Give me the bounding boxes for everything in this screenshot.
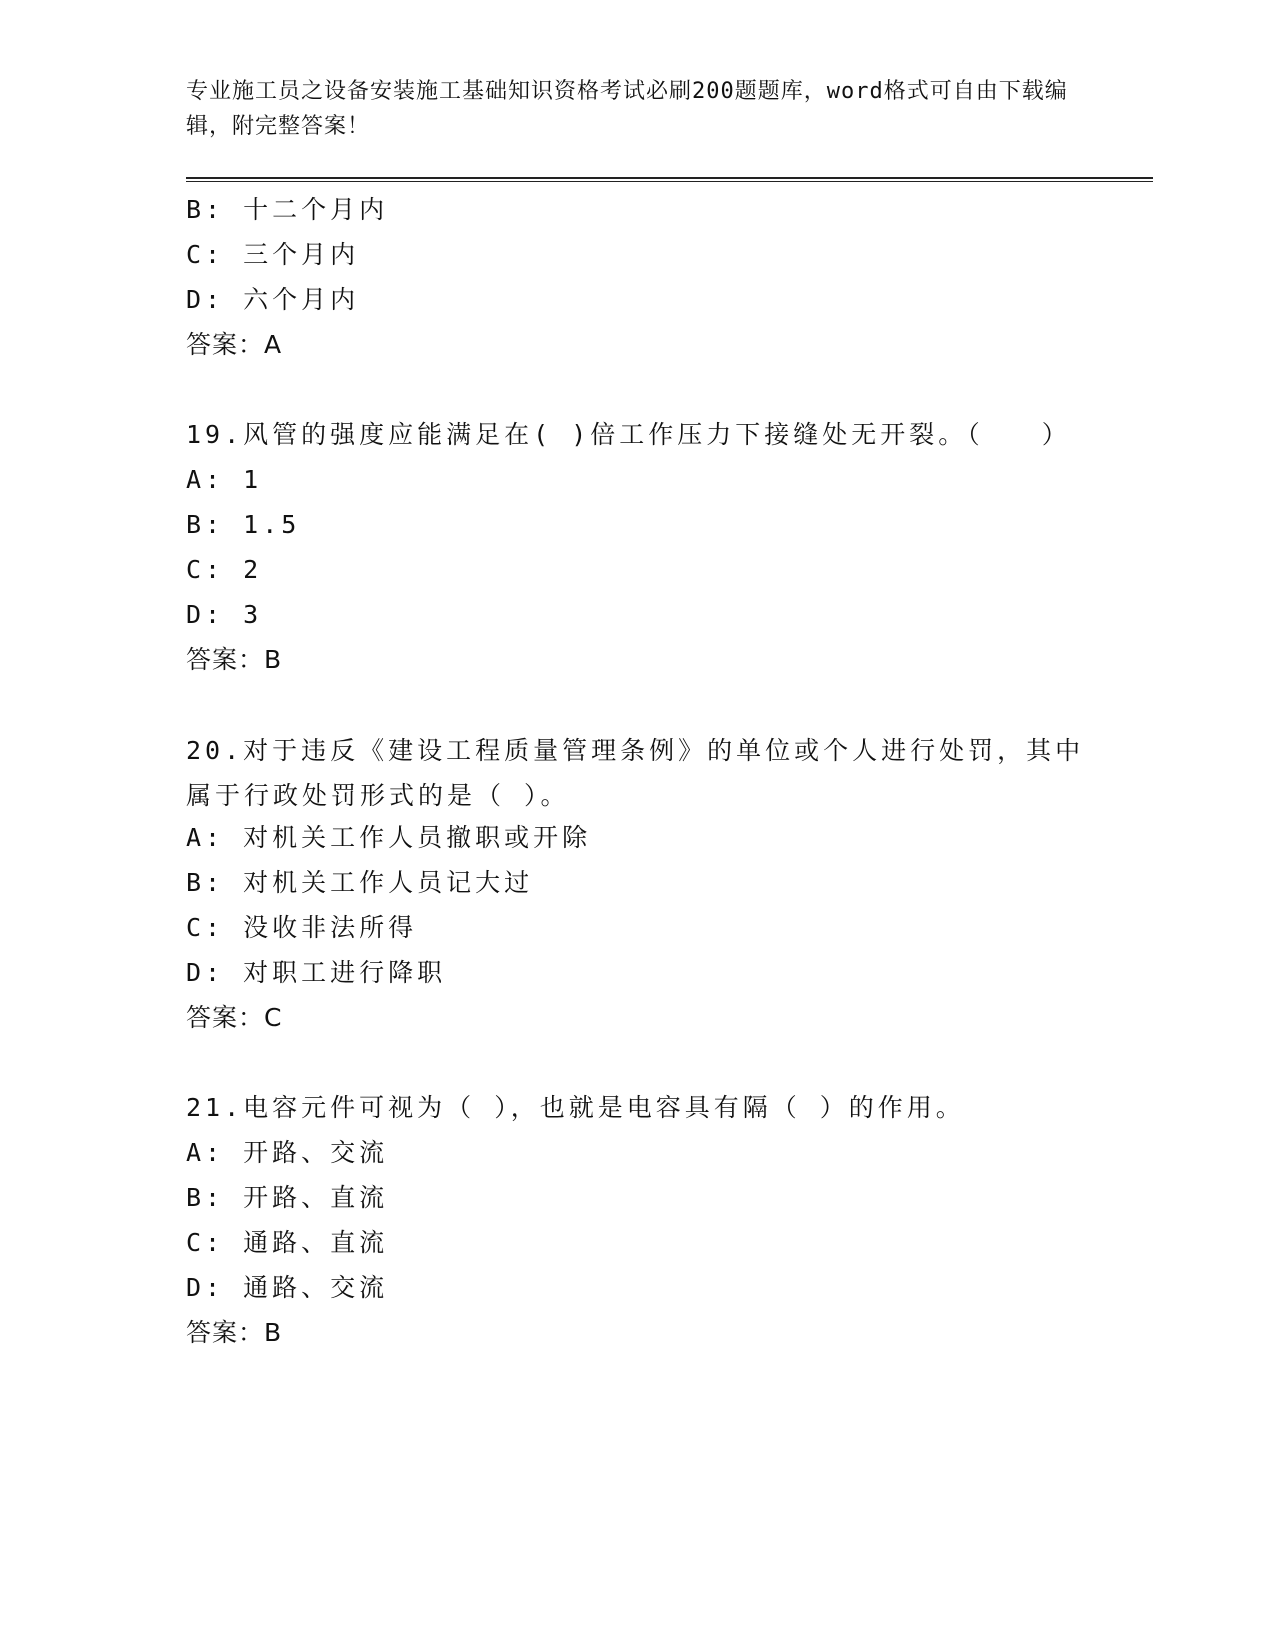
q20-option-a: A: 对机关工作人员撤职或开除 — [186, 823, 592, 852]
q20-stem: 20.对于违反《建设工程质量管理条例》的单位或个人进行处罚，其中属于行政处罚形式的是（ ）。 — [186, 736, 1085, 810]
q18-option-b: B: 十二个月内 — [186, 195, 389, 224]
q19-option-c: C: 2 — [186, 555, 263, 584]
q18-option-c: C: 三个月内 — [186, 240, 360, 269]
q18-answer: 答案：A — [186, 330, 283, 359]
q19-option-d: D: 3 — [186, 600, 263, 629]
q19-option-a: A: 1 — [186, 465, 263, 494]
q20-option-b: B: 对机关工作人员记大过 — [186, 868, 534, 897]
q19-option-b: B: 1.5 — [186, 510, 301, 539]
q21-option-d: D: 通路、交流 — [186, 1273, 389, 1302]
q19-answer: 答案：B — [186, 645, 283, 674]
q21-option-a: A: 开路、交流 — [186, 1138, 389, 1167]
header-divider — [186, 177, 1153, 182]
q21-option-c: C: 通路、直流 — [186, 1228, 389, 1257]
q21-option-b: B: 开路、直流 — [186, 1183, 389, 1212]
q20-answer: 答案：C — [186, 1003, 283, 1032]
q20-option-c: C: 没收非法所得 — [186, 913, 418, 942]
q19-stem: 19.风管的强度应能满足在( )倍工作压力下接缝处无开裂。（ ） — [186, 420, 1071, 449]
q18-option-d: D: 六个月内 — [186, 285, 360, 314]
q21-answer: 答案：B — [186, 1318, 283, 1347]
document-header-title: 专业施工员之设备安装施工基础知识资格考试必刷200题题库，word格式可自由下载编辑，附完整答案！ — [186, 79, 1068, 139]
q21-stem: 21.电容元件可视为（ ），也就是电容具有隔（ ）的作用。 — [186, 1093, 965, 1122]
q20-option-d: D: 对职工进行降职 — [186, 958, 447, 987]
